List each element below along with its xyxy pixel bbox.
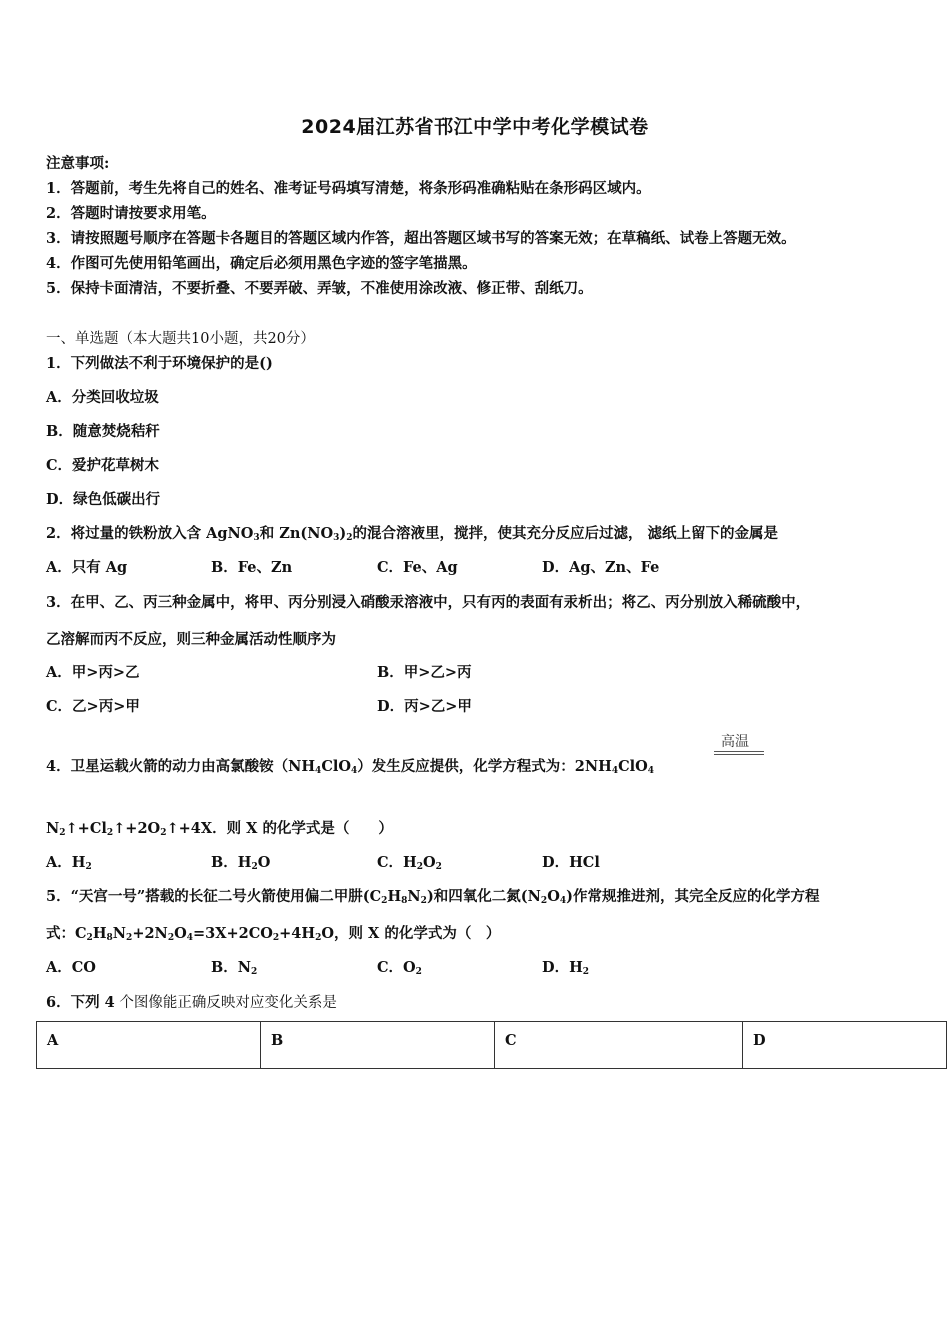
q1-option-d: D．绿色低碳出行 [46,491,161,508]
notice-item-3: 3．请按照题号顺序在答题卡各题目的答题区域内作答，超出答题区域书写的答案无效；在草稿纸、试卷上答题无效。 [46,230,796,247]
q2-stem: 2．将过量的铁粉放入含 AgNO$_3$和 $Zn(NO_3)_2$的混合溶液里，搅拌，使其充分反应后过滤， 滤纸上留下的金属是 [46,525,779,543]
q6-stem: 6．下列 4 个图像能正确反映对应变化关系是 [46,994,337,1011]
notice-item-2: 2．答题时请按要求用笔。 [46,205,216,222]
q3-option-b: B．甲>乙>丙 [377,664,472,681]
equation-arrow-bottom [714,754,764,755]
q5-option-b: B．$N_2$ [211,959,258,977]
q3-option-c: C．乙>丙>甲 [46,698,140,715]
q4-stem-line2: $N_2↑+Cl_2↑+2O_2↑+4X$．则 X 的化学式是（ ） [46,820,393,838]
q4-option-d: D．HCl [542,854,600,871]
equation-arrow-top [714,751,764,752]
q6-option-table [36,1021,947,1069]
notice-heading: 注意事项: [46,155,110,172]
q1-option-c: C．爱护花草树木 [46,457,160,474]
q1-option-b: B．随意焚烧秸秆 [46,423,160,440]
q3-option-d: D．丙>乙>甲 [377,698,472,715]
q6-cell-b: B [261,1022,495,1069]
q2-option-a: A．只有 Ag [46,559,128,576]
reaction-condition: 高温 [721,734,749,750]
q3-stem-line2: 乙溶解而丙不反应，则三种金属活动性顺序为 [46,631,336,648]
q5-option-a: A．CO [46,959,96,976]
q4-option-b: B．$H_2O$ [211,854,271,872]
q3-option-a: A．甲>丙>乙 [46,664,140,681]
q6-cell-d: D [743,1022,947,1069]
q3-stem-line1: 3．在甲、乙、丙三种金属中，将甲、丙分别浸入硝酸汞溶液中，只有丙的表面有汞析出；将乙、丙分别放入稀硫酸中， [46,594,811,611]
notice-item-5: 5．保持卡面清洁，不要折叠、不要弄破、弄皱，不准使用涂改液、修正带、刮纸刀。 [46,280,593,297]
notice-item-4: 4．作图可先使用铅笔画出，确定后必须用黑色字迹的签字笔描黑。 [46,255,477,272]
q2-option-c: C．Fe、Ag [377,559,458,576]
q6-cell-a: A [37,1022,261,1069]
q4-stem: 4．卫星运载火箭的动力由高氯酸铵$(NH_4ClO_4)$发生反应提供，化学方程式为：$2NH_4ClO_4$ [46,758,655,776]
q4-option-c: C．$H_2O_2$ [377,854,442,872]
page-title: 2024届江苏省邗江中学中考化学模试卷 [301,116,649,138]
q2-option-b: B．Fe、Zn [211,559,293,576]
q5-stem-line1: 5．“天宫一号”搭载的长征二号火箭使用偏二甲肼$(C_2H_8N_2)$和四氧化二氮$(N_2O_4)$作常规推进剂，其完全反应的化学方程 [46,888,820,906]
q6-cell-c: C [495,1022,743,1069]
section-heading: 一、单选题（本大题共10小题，共20分） [46,331,315,347]
q5-stem-line2: 式：$C_2H_8N_2+2N_2O_4=3X+2CO_2+4H_2O$，则 X 的化学式为（ ） [46,925,501,943]
q2-option-d: D．Ag、Zn、Fe [542,559,660,576]
q5-option-d: D．$H_2$ [542,959,590,977]
notice-item-1: 1．答题前，考生先将自己的姓名、准考证号码填写清楚，将条形码准确粘贴在条形码区域内。 [46,180,651,197]
q1-stem: 1．下列做法不利于环境保护的是() [46,355,273,372]
q1-option-a: A．分类回收垃圾 [46,389,159,406]
q5-option-c: C．$O_2$ [377,959,422,977]
q4-option-a: A．$H_2$ [46,854,92,872]
